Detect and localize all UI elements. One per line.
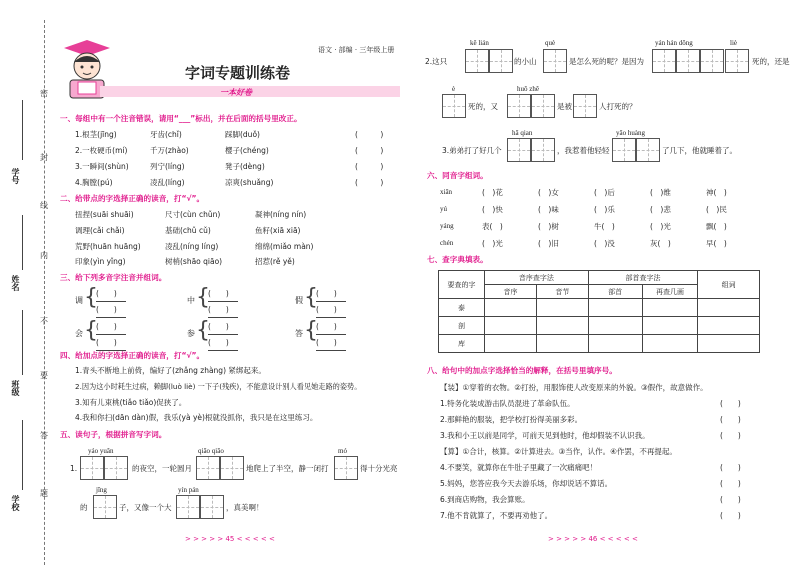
- s1-item: 4.胸膛(pú): [75, 178, 113, 187]
- pinyin: huǒ zhě: [517, 85, 539, 93]
- section-6-title: 六、同音字组词。: [427, 171, 488, 180]
- r-text: 是被: [557, 102, 572, 111]
- binding-line: [44, 20, 45, 565]
- s4-line[interactable]: 2.因为这小时耗生过病，赖脚(luò liè) 一下子(残疾)，不能意设计别人看见她走路的姿势。: [75, 382, 362, 391]
- polyphone-char: 答: [295, 329, 303, 338]
- s2-item[interactable]: 凝神(níng nín): [255, 210, 307, 219]
- seal-char: 内: [40, 251, 48, 260]
- school-label: 学校: [11, 495, 20, 511]
- seal-char: 题: [40, 489, 48, 498]
- char-box[interactable]: [531, 94, 555, 118]
- s6-blank[interactable]: 神( ): [706, 188, 727, 197]
- s8-question: 1.特务化装成游击队员混进了革命队伍。: [440, 399, 575, 408]
- char-box[interactable]: [220, 456, 244, 480]
- student-number-label: 学号: [11, 168, 20, 184]
- pinyin: yán hán dōng: [655, 39, 693, 47]
- class-label: 班级: [11, 380, 20, 396]
- s6-blank[interactable]: ( )民: [706, 205, 727, 214]
- s8-question: 4.不要笑，就算你在牛肚子里藏了一次痛痛吧！: [440, 463, 598, 472]
- char-box[interactable]: [676, 49, 700, 73]
- s6-blank[interactable]: ( )旧: [538, 239, 559, 248]
- s3-pinyin-blank[interactable]: ( ): [208, 289, 229, 298]
- table-header: 部首: [588, 285, 642, 299]
- char-box[interactable]: [612, 138, 636, 162]
- s8-answer[interactable]: ( ): [720, 399, 741, 408]
- char-box[interactable]: [196, 456, 220, 480]
- s4-line[interactable]: 4.我和你扫(dān dàn)假，我乐(yà yè)根就没抓你，我只是在这里练习。: [75, 413, 318, 422]
- page-number-46: > > > > > 46 < < < < <: [548, 535, 638, 543]
- seal-char: 不: [40, 317, 48, 326]
- s1-answer[interactable]: ( ): [355, 130, 384, 139]
- s2-item[interactable]: 树梢(shāo qiāo): [165, 257, 223, 266]
- s6-blank[interactable]: ( )维: [650, 188, 671, 197]
- s8-answer[interactable]: ( ): [720, 415, 741, 424]
- s3-pinyin-blank[interactable]: ( ): [316, 322, 337, 331]
- char-box[interactable]: [636, 138, 660, 162]
- s5-text: 地爬上了半空，静一闭打: [246, 464, 329, 473]
- s5-text: 的: [80, 503, 88, 512]
- s6-blank[interactable]: ( )乐: [594, 205, 615, 214]
- s3-pinyin-blank[interactable]: ( ): [96, 289, 117, 298]
- char-box[interactable]: [442, 94, 466, 118]
- s3-pinyin-blank[interactable]: ( ): [208, 305, 229, 314]
- pinyin: yáng: [440, 222, 454, 230]
- section-2-title: 二、给带点的字选择正确的读音，打“√”。: [60, 194, 205, 203]
- s2-item[interactable]: 凌乱(níng líng): [165, 242, 219, 251]
- s8-answer[interactable]: ( ): [720, 495, 741, 504]
- s3-pinyin-blank[interactable]: ( ): [316, 305, 337, 314]
- student-number-line[interactable]: [22, 100, 23, 160]
- s4-line[interactable]: 1.青头不断地上前倚，编好了(zhǎng zhàng) 紧绑起来。: [75, 366, 266, 375]
- s8-answer[interactable]: ( ): [720, 431, 741, 440]
- r-text: 死的，还是: [752, 57, 790, 66]
- s5-text: 子，又像一个大: [119, 503, 172, 512]
- r-text: 是怎么死的呢？是因为: [569, 57, 644, 66]
- s6-blank[interactable]: ( )女: [538, 188, 559, 197]
- char-box[interactable]: [465, 49, 489, 73]
- pinyin: yāo huàng: [616, 129, 645, 137]
- pinyin: què: [545, 39, 556, 47]
- s1-item: 凳子(dèng): [225, 162, 265, 171]
- s1-answer[interactable]: ( ): [355, 146, 384, 155]
- r-text: 2.这只: [425, 57, 448, 66]
- s8-question: 7.他不肯就算了，不要再劝他了。: [440, 511, 553, 520]
- char-box[interactable]: [104, 456, 128, 480]
- s5-text: ，真美啊！: [226, 503, 264, 512]
- char-box[interactable]: [652, 49, 676, 73]
- polyphone-char: 参: [187, 329, 195, 338]
- pinyin: hā qian: [512, 129, 533, 137]
- table-header: 再查几画: [642, 285, 698, 299]
- char-box[interactable]: [93, 495, 117, 519]
- s2-item[interactable]: 调理(cǎi chǎi): [75, 226, 125, 235]
- seal-char: 要: [40, 371, 48, 380]
- dictionary-table: [438, 270, 760, 353]
- section-7-title: 七、查字典填表。: [427, 255, 488, 264]
- s6-blank[interactable]: 灰( ): [650, 239, 671, 248]
- table-header: 组词: [698, 271, 760, 299]
- table-header: 音节: [536, 285, 588, 299]
- s6-blank[interactable]: 早( ): [706, 239, 727, 248]
- pinyin: yú: [440, 205, 447, 213]
- section-5-title: 五、读句子，根据拼音写字词。: [60, 430, 167, 439]
- s3-pinyin-blank[interactable]: ( ): [208, 322, 229, 331]
- s1-item: 牙齿(chǐ): [150, 130, 182, 139]
- s1-item: 凌乱(líng): [150, 178, 185, 187]
- pinyin: yáo yuǎn: [88, 447, 114, 455]
- char-box[interactable]: [573, 94, 597, 118]
- r-text: ，我惹着他轻轻: [557, 146, 610, 155]
- r-text: 的小山: [514, 57, 537, 66]
- s2-item[interactable]: 荒野(huān huāng): [75, 242, 141, 251]
- table-header: 音序查字法: [485, 271, 589, 285]
- s2-item[interactable]: 扭捏(suāi shuāi): [75, 210, 134, 219]
- r-text: 了几下，他就睡着了。: [662, 146, 737, 155]
- s6-blank[interactable]: ( )味: [538, 205, 559, 214]
- char-box[interactable]: [334, 456, 358, 480]
- char-box[interactable]: [200, 495, 224, 519]
- s1-item: 凉爽(shuǎng): [225, 178, 274, 187]
- s3-pinyin-blank[interactable]: ( ): [208, 338, 229, 347]
- s1-answer[interactable]: ( ): [355, 162, 384, 171]
- s5-text: 的夜空，一轮圆月: [132, 464, 192, 473]
- char-box[interactable]: [507, 94, 531, 118]
- s3-pinyin-blank[interactable]: ( ): [96, 305, 117, 314]
- pinyin: qiāo qiāo: [198, 447, 224, 455]
- s6-blank[interactable]: ( )悲: [650, 205, 671, 214]
- s3-pinyin-blank[interactable]: ( ): [96, 338, 117, 347]
- polyphone-char: 中: [187, 296, 195, 305]
- pinyin: xiān: [440, 188, 453, 196]
- s2-item[interactable]: 基础(chǔ cǔ): [165, 226, 211, 235]
- s8-question: 3.我和小王以前是同学，可前天见到他时，他却假装不认识我。: [440, 431, 650, 440]
- s8-question: 2.那鲜艳的服装，把学校打扮得美丽多彩。: [440, 415, 583, 424]
- section-1-title: 一、每组中有一个注音错误，请用“___”标出，并在后面的括号里改正。: [60, 114, 302, 123]
- r-text: 死的，又: [468, 102, 498, 111]
- s8-question: 5.妈妈，您答应我今天去游乐场，你却说话不算话。: [440, 479, 613, 488]
- char-box[interactable]: [176, 495, 200, 519]
- s1-item: 千万(zhào): [150, 146, 189, 155]
- polyphone-char: 会: [75, 329, 83, 338]
- pinyin: chén: [440, 239, 454, 247]
- page-title: 字词专题训练卷: [185, 64, 291, 82]
- char-box[interactable]: [80, 456, 104, 480]
- s6-blank[interactable]: 表( ): [482, 222, 503, 231]
- s1-item: 3.一瞬间(shùn): [75, 162, 129, 171]
- table-header: 要查的字: [439, 271, 485, 299]
- s1-answer[interactable]: ( ): [355, 178, 384, 187]
- char-box[interactable]: [543, 49, 567, 73]
- name-label: 姓名: [11, 275, 20, 291]
- s6-blank[interactable]: ( )快: [482, 205, 503, 214]
- r-text: 人打死的？: [599, 102, 637, 111]
- table-header: 部首查字法: [588, 271, 698, 285]
- s8-question: 6.到商店购物，我会算账。: [440, 495, 530, 504]
- s3-pinyin-blank[interactable]: ( ): [96, 322, 117, 331]
- table-cell: 库: [439, 335, 485, 353]
- school-line[interactable]: [22, 420, 23, 490]
- seal-char: 封: [40, 153, 48, 162]
- s6-blank[interactable]: ( )光: [650, 222, 671, 231]
- polyphone-char: 调: [75, 296, 83, 305]
- s6-blank[interactable]: ( )后: [594, 188, 615, 197]
- pinyin: yín pán: [178, 486, 199, 494]
- char-box[interactable]: [700, 49, 724, 73]
- pinyin: è: [452, 85, 456, 93]
- s2-item[interactable]: 印象(yìn yǐng): [75, 257, 126, 266]
- s2-item[interactable]: 绵绵(miǎo màn): [255, 242, 314, 251]
- char-box[interactable]: [725, 49, 749, 73]
- s1-item: 2.一枚硬币(mí): [75, 146, 128, 155]
- seal-char: 密: [40, 89, 48, 98]
- section-3-title: 三、给下列多音字注音并组词。: [60, 273, 167, 282]
- definition: 【装】①穿着的衣物。②打扮，用服饰使人改变原来的外貌。③假作，故意做作。: [440, 383, 708, 392]
- table-cell: 泰: [439, 299, 485, 317]
- r-text: 3.弟弟打了好几个: [442, 146, 502, 155]
- char-box[interactable]: [507, 138, 531, 162]
- char-box[interactable]: [531, 138, 555, 162]
- s6-blank[interactable]: 牛( ): [594, 222, 615, 231]
- s4-line[interactable]: 3.知有儿束桃(tiǎo tiǎo)促狭了。: [75, 398, 187, 407]
- s2-item[interactable]: 鱼籽(xiā xiā): [255, 226, 301, 235]
- s8-answer[interactable]: ( ): [720, 463, 741, 472]
- s5-text: 1.: [70, 464, 78, 473]
- seal-char: 线: [40, 201, 48, 210]
- s3-pinyin-blank[interactable]: ( ): [316, 338, 337, 347]
- section-4-title: 四、给加点的字选择正确的读音，打“√”。: [60, 351, 205, 360]
- s6-blank[interactable]: ( )树: [538, 222, 559, 231]
- s6-blank[interactable]: ( )花: [482, 188, 503, 197]
- pinyin: jīng: [96, 486, 107, 494]
- pinyin: kě lián: [470, 39, 489, 47]
- s3-pinyin-blank[interactable]: ( ): [316, 289, 337, 298]
- s1-item: 列宁(líng): [150, 162, 185, 171]
- s5-text: 得十分光亮: [360, 464, 398, 473]
- page-number-45: > > > > > 45 < < < < <: [185, 535, 275, 543]
- section-8-title: 八、给句中的加点字选择恰当的解释，在括号里填序号。: [427, 366, 617, 375]
- name-line[interactable]: [22, 215, 23, 270]
- s1-item: 樱子(chéng): [225, 146, 269, 155]
- char-box[interactable]: [489, 49, 513, 73]
- seal-char: 答: [40, 431, 48, 440]
- s6-blank[interactable]: 飘( ): [706, 222, 727, 231]
- s2-item[interactable]: 尺寸(cùn chǔn): [165, 210, 221, 219]
- s8-answer[interactable]: ( ): [720, 511, 741, 520]
- definition: 【算】①合计，核算。②计算进去。③当作，认作。④作罢，不再提起。: [440, 447, 677, 456]
- subject-label: 语文 · 部编 · 三年级上册: [318, 46, 395, 54]
- table-header: 音序: [485, 285, 537, 299]
- s1-item: 1.根茎(jīng): [75, 130, 117, 139]
- s8-answer[interactable]: ( ): [720, 479, 741, 488]
- subtitle: 一本好卷: [220, 88, 252, 97]
- class-line[interactable]: [22, 310, 23, 375]
- pinyin: mó: [338, 447, 347, 455]
- s6-blank[interactable]: ( )没: [594, 239, 615, 248]
- s2-item[interactable]: 招惹(rě yě): [255, 257, 295, 266]
- polyphone-char: 假: [295, 296, 303, 305]
- table-cell: 剖: [439, 317, 485, 335]
- s1-item: 踩脚(duǒ): [225, 130, 260, 139]
- pinyin: liè: [730, 39, 737, 47]
- s6-blank[interactable]: ( )光: [482, 239, 503, 248]
